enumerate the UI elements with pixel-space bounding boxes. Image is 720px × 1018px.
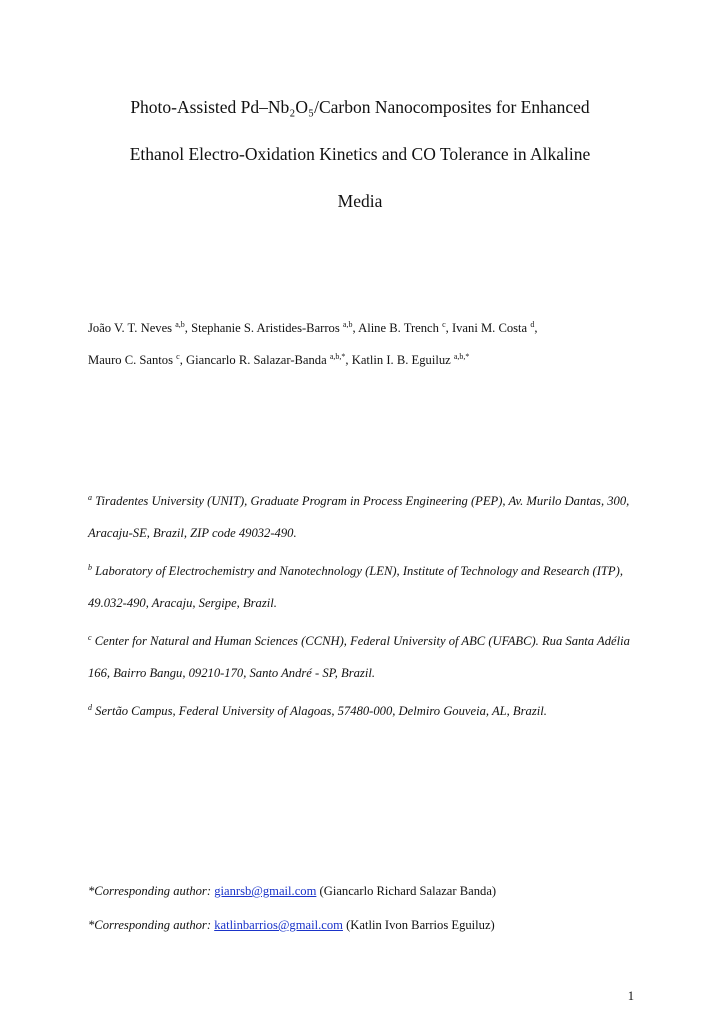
author-affiliation-mark: a,b,* xyxy=(329,352,346,361)
affiliation-mark: d xyxy=(88,703,92,712)
title-line-3: Media xyxy=(337,191,383,211)
author-line-1: João V. T. Neves $^{a,b}$, Stephanie S. Aristides-Barros $^{a,b}$, Aline B. Trench $^c$, Ivani M. Costa $^d$, xyxy=(88,320,538,335)
corresponding-author-1 xyxy=(88,874,648,908)
author-name: Ivani M. Costa xyxy=(451,321,528,335)
paper-title xyxy=(80,84,640,225)
corresponding-name: (Katlin Ivon Barrios Eguiluz) xyxy=(346,918,495,932)
page-number: 1 xyxy=(627,989,634,1003)
affiliation-text: Laboratory of Electrochemistry and Nanotechnology (LEN), Institute of Technology and Research (ITP), 49.032-490, Aracaju, Sergipe, Brazil. xyxy=(88,564,623,610)
affiliation-list xyxy=(88,485,648,733)
email-link-katlinbarrios[interactable]: katlinbarrios@gmail.com xyxy=(214,918,343,932)
corresponding-label: *Corresponding author: xyxy=(88,918,212,932)
affiliation-text: Sertão Campus, Federal University of Alagoas, 57480-000, Delmiro Gouveia, AL, Brazil. xyxy=(95,704,547,718)
author-affiliation-mark: a,b xyxy=(175,320,185,329)
author-affiliation-mark: a,b,* xyxy=(453,352,470,361)
author-name: João V. T. Neves xyxy=(88,321,173,335)
affiliation-text: Center for Natural and Human Sciences (CCNH), Federal University of ABC (UFABC). Rua Santa Adélia 166, Bairro Bangu, 09210-170, Santo André - SP, Brazil. xyxy=(88,634,630,680)
author-affiliation-mark: a,b xyxy=(342,320,353,329)
title-line-1: Photo-Assisted Pd–Nb₂O₅/Carbon Nanocomposites for Enhanced xyxy=(130,97,590,117)
author-affiliation-mark: c xyxy=(176,352,180,361)
affiliation-text: Tiradentes University (UNIT), Graduate Program in Process Engineering (PEP), Av. Murilo Dantas, 300, Aracaju-SE, Brazil, ZIP code 49032-490. xyxy=(88,494,630,540)
author-name: Aline B. Trench xyxy=(358,321,439,335)
author-name: Katlin I. B. Eguiluz xyxy=(351,353,451,367)
corresponding-author-2 xyxy=(88,908,648,942)
corresponding-name: (Giancarlo Richard Salazar Banda) xyxy=(319,884,497,898)
author-name: Mauro C. Santos xyxy=(88,353,174,367)
author-affiliation-mark: d xyxy=(530,320,535,329)
affiliation-b xyxy=(88,555,648,619)
title-line-2: Ethanol Electro-Oxidation Kinetics and CO Tolerance in Alkaline xyxy=(129,144,591,164)
author-affiliation-mark: c xyxy=(442,320,446,329)
affiliation-d xyxy=(88,695,648,727)
affiliation-mark: b xyxy=(88,563,92,572)
author-list xyxy=(88,312,648,376)
affiliation-a xyxy=(88,485,648,549)
author-name: Giancarlo R. Salazar-Banda xyxy=(186,353,327,367)
corresponding-label: *Corresponding author: xyxy=(88,884,212,898)
corresponding-authors xyxy=(88,874,648,942)
author-line-2: Mauro C. Santos $^c$, Giancarlo R. Salazar-Banda $^{a,b,*}$, Katlin I. B. Eguiluz $^{a,b,*}$ xyxy=(88,352,470,367)
email-link-gianrsb[interactable]: gianrsb@gmail.com xyxy=(214,884,317,898)
affiliation-c xyxy=(88,625,648,689)
affiliation-mark: c xyxy=(88,633,92,642)
affiliation-mark: a xyxy=(88,493,92,502)
author-name: Stephanie S. Aristides-Barros xyxy=(191,321,340,335)
